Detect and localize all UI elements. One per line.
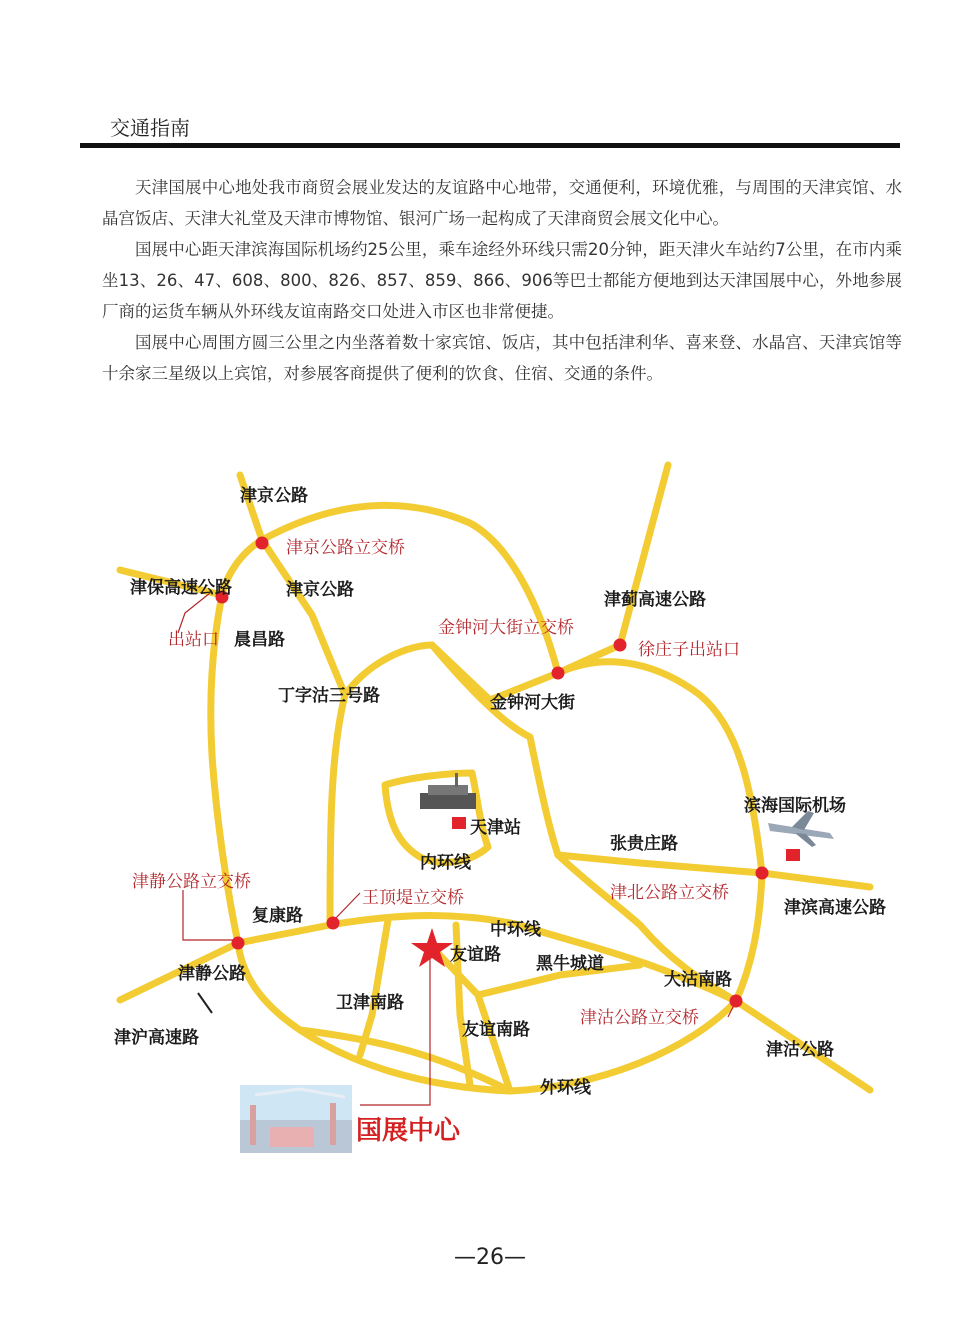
airplane-icon (768, 811, 834, 861)
label-jinzhonghe-street: 金钟河大街 (490, 693, 575, 713)
label-jinbin-highway: 津滨高速公路 (784, 898, 886, 918)
label-xuzhuangzi-exit: 徐庄子出站口 (638, 640, 740, 660)
train-station-icon (420, 773, 476, 829)
marker-xuzhuangzi-exit (614, 639, 627, 652)
label-weijin-road: 卫津南路 (336, 993, 404, 1013)
label-fukang-road: 复康路 (252, 906, 303, 926)
weijin-road (360, 920, 388, 1055)
label-jingjin-interchange: 津京公路立交桥 (286, 538, 405, 558)
label-heiniucheng-road: 黑牛城道 (536, 954, 604, 974)
label-jinhu-highway: 津沪高速路 (114, 1028, 199, 1048)
intro-text (102, 172, 902, 389)
label-jingu-road: 津沽公路 (766, 1040, 834, 1060)
marker-jinzhonghe-interchange (552, 667, 565, 680)
section-title: 交通指南 (110, 116, 190, 140)
map-svg (0, 455, 980, 1175)
label-airport: 滨海国际机场 (744, 796, 846, 816)
label-jingjin-road: 津京公路 (240, 486, 308, 506)
page-number: —26— (454, 1245, 526, 1270)
label-middle-ring: 中环线 (490, 920, 541, 940)
label-outer-ring: 外环线 (540, 1078, 591, 1098)
label-jinjing-road: 津静公路 (178, 964, 246, 984)
marker-jingu-interchange (730, 995, 743, 1008)
label-youyi-nan-road: 友谊南路 (462, 1020, 530, 1040)
intro-paragraph: 天津国展中心地处我市商贸会展业发达的友谊路中心地带，交通便利，环境优雅，与周围的天津宾馆、水晶宫饭店、天津大礼堂及天津市博物馆、银河广场一起构成了天津商贸会展文化中心。 (102, 178, 902, 228)
label-youyi-road: 友谊路 (450, 945, 501, 965)
jingjin-road (240, 475, 262, 540)
jingjin-road-2 (262, 540, 345, 695)
label-inner-ring: 内环线 (420, 853, 471, 873)
marker-jinbei-interchange (756, 867, 769, 880)
traffic-map (0, 455, 980, 1175)
label-jingjin-road-2: 津京公路 (286, 580, 354, 600)
label-tianjin-station: 天津站 (470, 818, 521, 838)
label-jinzhonghe-interchange: 金钟河大街立交桥 (438, 618, 574, 638)
label-jinjing-interchange: 津静公路立交桥 (132, 872, 251, 892)
intro-paragraph: 国展中心周围方圆三公里之内坐落着数十家宾馆、饭店，其中包括津利华、喜来登、水晶宫、天津宾馆等十余家三星级以上宾馆，对参展客商提供了便利的饮食、住宿、交通的条件。 (102, 333, 902, 383)
label-dingzigu-road: 丁字沽三号路 (278, 686, 380, 706)
label-expo-center: 国展中心 (356, 1116, 461, 1146)
label-wangdingdi-interchange: 王顶堤立交桥 (362, 888, 464, 908)
intro-paragraph: 国展中心距天津滨海国际机场约25公里，乘车途经外环线只需20分钟，距天津火车站约7公里，在市内乘坐13、26、47、608、800、826、857、859、866、906等巴士都能方便地到达天津国展中心，外地参展厂商的运货车辆从外环线友谊南路交口处进入市区也非常便捷。 (102, 240, 902, 321)
label-dagu-road: 大沽南路 (664, 970, 732, 990)
marker-wangdingdi-interchange (327, 917, 340, 930)
label-jingu-interchange: 津沽公路立交桥 (580, 1008, 699, 1028)
road-network (120, 465, 870, 1091)
label-chuzhankou: 出站口 (168, 630, 219, 650)
jinzhonghe-road (432, 645, 558, 700)
marker-jingjin-interchange (256, 537, 269, 550)
header-rule (80, 143, 900, 148)
label-zhangguizhuang-road: 张贵庄路 (610, 834, 678, 854)
label-jinji-highway: 津蓟高速公路 (604, 590, 706, 610)
label-jinbao-highway: 津保高速公路 (130, 578, 232, 598)
jinhu-road-mark (198, 993, 212, 1013)
label-jinbei-interchange: 津北公路立交桥 (610, 883, 729, 903)
expo-center-photo (240, 1085, 352, 1153)
label-chenchang-road: 晨昌路 (234, 630, 285, 650)
jinjing-road-2 (238, 925, 330, 943)
marker-jinjing-interchange (232, 937, 245, 950)
